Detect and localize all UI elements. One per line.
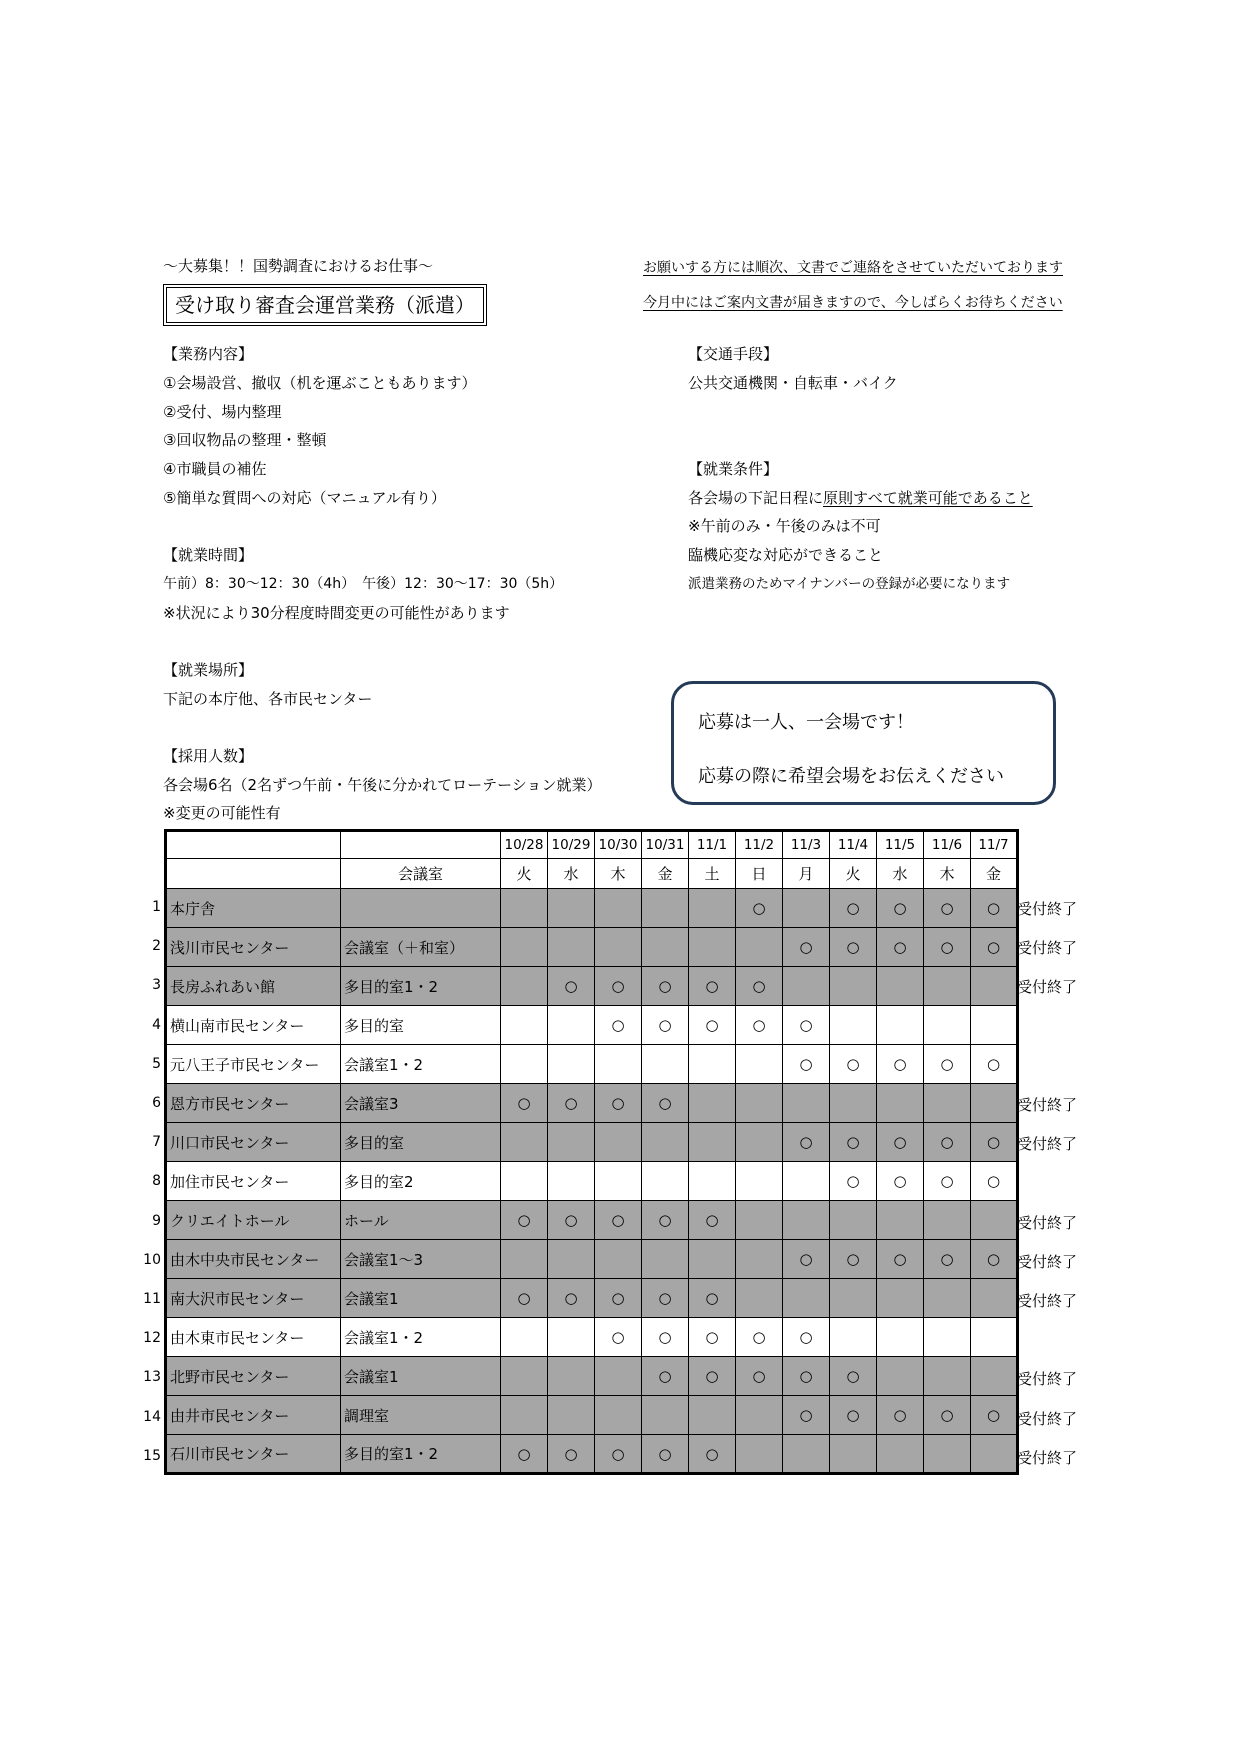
venue-row — [166, 889, 1018, 928]
venue-row — [166, 1357, 1018, 1396]
status-label: 受付終了 — [1017, 1096, 1078, 1114]
notice-line-2: 今月中にはご案内文書が届きますので、今しばらくお待ちください — [643, 295, 1063, 311]
empty-cell — [736, 1123, 783, 1162]
empty-cell — [971, 1201, 1018, 1240]
date-header: 11/7 — [971, 831, 1018, 859]
venue-row — [166, 1435, 1018, 1474]
weekday-header: 木 — [924, 859, 971, 889]
empty-cell — [924, 1318, 971, 1357]
empty-cell — [736, 1045, 783, 1084]
availability-mark: ○ — [971, 1162, 1018, 1201]
empty-cell — [501, 1318, 548, 1357]
venue-row — [166, 1123, 1018, 1162]
empty-cell — [595, 1240, 642, 1279]
duty-item: ②受付、場内整理 — [163, 403, 282, 421]
empty-cell — [924, 1006, 971, 1045]
venue-row — [166, 1084, 1018, 1123]
venue-name: 本庁舎 — [166, 889, 341, 928]
callout-line-1: 応募は一人、一会場です！ — [698, 712, 914, 733]
availability-mark: ○ — [877, 1396, 924, 1435]
venue-name: 浅川市民センター — [166, 928, 341, 967]
date-header: 11/4 — [830, 831, 877, 859]
status-label: 受付終了 — [1017, 939, 1078, 958]
conditions-line-3: 臨機応変な対応ができること — [688, 546, 884, 564]
empty-cell — [595, 1396, 642, 1435]
empty-cell — [689, 1084, 736, 1123]
duty-item: ⑤簡単な質問への対応（マニュアル有り） — [163, 489, 446, 507]
row-number: 12 — [143, 1330, 161, 1347]
empty-cell — [830, 1084, 877, 1123]
status-label: 受付終了 — [1017, 1252, 1078, 1271]
empty-cell — [548, 1045, 595, 1084]
date-header: 10/30 — [595, 831, 642, 859]
availability-mark: ○ — [736, 1006, 783, 1045]
venue-name: 長房ふれあい館 — [166, 967, 341, 1006]
empty-cell — [736, 1084, 783, 1123]
availability-mark: ○ — [595, 1201, 642, 1240]
empty-cell — [736, 1279, 783, 1318]
weekday-header: 金 — [971, 859, 1018, 889]
weekday-header: 水 — [548, 859, 595, 889]
availability-mark: ○ — [783, 1318, 830, 1357]
availability-mark: ○ — [689, 1435, 736, 1474]
status-label: 受付終了 — [1017, 1213, 1078, 1232]
empty-cell — [783, 1279, 830, 1318]
empty-cell — [877, 1357, 924, 1396]
venue-room — [341, 889, 501, 928]
empty-cell — [924, 1201, 971, 1240]
empty-cell — [501, 1240, 548, 1279]
empty-cell — [783, 1162, 830, 1201]
conditions-line-1-prefix: 各会場の下記日程に — [688, 489, 824, 507]
availability-mark: ○ — [877, 1045, 924, 1084]
availability-mark: ○ — [736, 1318, 783, 1357]
conditions-line-4: 派遣業務のためマイナンバーの登録が必要になります — [688, 576, 1011, 592]
availability-mark: ○ — [642, 1435, 689, 1474]
empty-cell — [595, 1162, 642, 1201]
availability-mark: ○ — [548, 1201, 595, 1240]
transport-line: 公共交通機関・自転車・バイク — [688, 374, 898, 392]
row-number: 1 — [152, 899, 161, 915]
application-callout — [671, 681, 1056, 805]
empty-cell — [642, 1045, 689, 1084]
empty-cell — [924, 1357, 971, 1396]
venue-row — [166, 1201, 1018, 1240]
venue-room: 会議室3 — [341, 1084, 501, 1123]
availability-mark: ○ — [783, 1123, 830, 1162]
venue-name: 石川市民センター — [166, 1435, 341, 1474]
empty-cell — [642, 928, 689, 967]
availability-mark: ○ — [971, 1396, 1018, 1435]
empty-cell — [877, 1279, 924, 1318]
availability-mark: ○ — [689, 1318, 736, 1357]
empty-cell — [548, 1006, 595, 1045]
notice-line-1: お願いする方には順次、文書でご連絡をさせていただいております — [643, 260, 1063, 276]
availability-mark: ○ — [501, 1084, 548, 1123]
status-label: 受付終了 — [1017, 1448, 1078, 1467]
blank-header-cell — [166, 831, 341, 859]
venue-name: クリエイトホール — [166, 1201, 341, 1240]
availability-mark: ○ — [642, 967, 689, 1006]
date-header: 10/28 — [501, 831, 548, 859]
status-label: 受付終了 — [1017, 978, 1078, 997]
venue-room: 会議室1～3 — [341, 1240, 501, 1279]
venue-row — [166, 1045, 1018, 1084]
empty-cell — [548, 928, 595, 967]
availability-mark: ○ — [830, 1162, 877, 1201]
empty-cell — [971, 1279, 1018, 1318]
venue-name: 横山南市民センター — [166, 1006, 341, 1045]
empty-cell — [689, 1045, 736, 1084]
empty-cell — [830, 1006, 877, 1045]
empty-cell — [736, 928, 783, 967]
availability-mark: ○ — [830, 889, 877, 928]
empty-cell — [783, 1084, 830, 1123]
availability-mark: ○ — [595, 967, 642, 1006]
venue-name: 恩方市民センター — [166, 1084, 341, 1123]
availability-mark: ○ — [924, 1045, 971, 1084]
availability-mark: ○ — [924, 1396, 971, 1435]
availability-mark: ○ — [830, 1240, 877, 1279]
row-number: 13 — [143, 1369, 161, 1386]
empty-cell — [548, 1318, 595, 1357]
empty-cell — [783, 967, 830, 1006]
hours-heading: 【就業時間】 — [163, 546, 254, 564]
headcount-line-2: ※変更の可能性有 — [163, 804, 281, 822]
venue-name: 北野市民センター — [166, 1357, 341, 1396]
availability-mark: ○ — [501, 1435, 548, 1474]
availability-mark: ○ — [501, 1279, 548, 1318]
availability-mark: ○ — [924, 928, 971, 967]
empty-cell — [736, 1240, 783, 1279]
blank-header-cell — [341, 831, 501, 859]
empty-cell — [642, 1162, 689, 1201]
venue-row — [166, 1279, 1018, 1318]
venue-name: 由木東市民センター — [166, 1318, 341, 1357]
venue-row — [166, 1240, 1018, 1279]
availability-mark: ○ — [689, 1006, 736, 1045]
availability-mark: ○ — [642, 1318, 689, 1357]
empty-cell — [689, 928, 736, 967]
row-number: 11 — [143, 1291, 161, 1307]
availability-mark: ○ — [783, 928, 830, 967]
venue-name: 由木中央市民センター — [166, 1240, 341, 1279]
empty-cell — [877, 1006, 924, 1045]
availability-mark: ○ — [877, 1162, 924, 1201]
weekday-header: 木 — [595, 859, 642, 889]
conditions-heading: 【就業条件】 — [688, 460, 779, 478]
tagline: ～大募集！！国勢調査におけるお仕事～ — [163, 257, 434, 275]
empty-cell — [689, 1123, 736, 1162]
availability-mark: ○ — [642, 1279, 689, 1318]
empty-cell — [642, 889, 689, 928]
availability-mark: ○ — [595, 1435, 642, 1474]
schedule-table — [164, 829, 1019, 1475]
availability-mark: ○ — [642, 1084, 689, 1123]
venue-name: 由井市民センター — [166, 1396, 341, 1435]
empty-cell — [877, 1318, 924, 1357]
availability-mark: ○ — [924, 889, 971, 928]
availability-mark: ○ — [595, 1318, 642, 1357]
venue-room: 多目的室 — [341, 1006, 501, 1045]
weekday-header: 月 — [783, 859, 830, 889]
empty-cell — [548, 1240, 595, 1279]
venue-name: 元八王子市民センター — [166, 1045, 341, 1084]
venue-row — [166, 928, 1018, 967]
venue-room: 会議室1・2 — [341, 1045, 501, 1084]
availability-mark: ○ — [971, 1123, 1018, 1162]
row-number: 2 — [152, 938, 161, 955]
availability-mark: ○ — [971, 928, 1018, 967]
availability-mark: ○ — [595, 1006, 642, 1045]
date-header: 11/2 — [736, 831, 783, 859]
weekday-header: 水 — [877, 859, 924, 889]
availability-mark: ○ — [689, 1201, 736, 1240]
empty-cell — [689, 1240, 736, 1279]
date-header: 11/6 — [924, 831, 971, 859]
empty-cell — [971, 1006, 1018, 1045]
availability-mark: ○ — [877, 889, 924, 928]
empty-cell — [830, 967, 877, 1006]
empty-cell — [783, 889, 830, 928]
empty-cell — [501, 1006, 548, 1045]
venue-row — [166, 1006, 1018, 1045]
empty-cell — [830, 1201, 877, 1240]
venue-row — [166, 1318, 1018, 1357]
venue-room: ホール — [341, 1201, 501, 1240]
empty-cell — [595, 928, 642, 967]
row-number: 9 — [152, 1212, 161, 1229]
empty-cell — [783, 1201, 830, 1240]
availability-mark: ○ — [736, 889, 783, 928]
availability-mark: ○ — [830, 1396, 877, 1435]
empty-cell — [689, 1396, 736, 1435]
empty-cell — [501, 1123, 548, 1162]
hours-line-1: 午前）8：30～12：30（4h） 午後）12：30～17：30（5h） — [163, 576, 564, 592]
row-number: 10 — [143, 1251, 161, 1268]
date-header: 11/3 — [783, 831, 830, 859]
availability-mark: ○ — [783, 1240, 830, 1279]
empty-cell — [971, 1318, 1018, 1357]
availability-mark: ○ — [736, 967, 783, 1006]
availability-mark: ○ — [783, 1357, 830, 1396]
venue-room: 調理室 — [341, 1396, 501, 1435]
availability-mark: ○ — [689, 1357, 736, 1396]
empty-cell — [548, 1123, 595, 1162]
empty-cell — [877, 967, 924, 1006]
weekday-header: 火 — [501, 859, 548, 889]
venue-room: 会議室1・2 — [341, 1318, 501, 1357]
row-number: 8 — [152, 1173, 161, 1190]
empty-cell — [971, 967, 1018, 1006]
status-label: 受付終了 — [1017, 900, 1078, 918]
availability-mark: ○ — [783, 1006, 830, 1045]
empty-cell — [548, 1162, 595, 1201]
row-number: 5 — [152, 1055, 161, 1072]
row-number: 3 — [152, 977, 161, 994]
empty-cell — [689, 889, 736, 928]
venue-room: 会議室1 — [341, 1357, 501, 1396]
availability-mark: ○ — [548, 1084, 595, 1123]
row-number: 7 — [152, 1134, 161, 1151]
availability-mark: ○ — [548, 1279, 595, 1318]
venue-room: 多目的室2 — [341, 1162, 501, 1201]
availability-mark: ○ — [595, 1084, 642, 1123]
hours-line-2: ※状況により30分程度時間変更の可能性があります — [163, 604, 510, 622]
empty-cell — [548, 889, 595, 928]
row-number: 15 — [143, 1447, 161, 1464]
row-number: 6 — [152, 1095, 161, 1111]
availability-mark: ○ — [971, 889, 1018, 928]
availability-mark: ○ — [830, 1357, 877, 1396]
duty-item: ①会場設営、撤収（机を運ぶこともあります） — [163, 374, 477, 392]
weekday-header-row — [166, 859, 1018, 889]
availability-mark: ○ — [924, 1240, 971, 1279]
availability-mark: ○ — [501, 1201, 548, 1240]
page-title: 受け取り審査会運営業務（派遣） — [163, 284, 487, 326]
empty-cell — [595, 1123, 642, 1162]
empty-cell — [595, 1357, 642, 1396]
location-line: 下記の本庁他、各市民センター — [163, 690, 373, 708]
empty-cell — [548, 1396, 595, 1435]
location-heading: 【就業場所】 — [163, 661, 254, 679]
availability-mark: ○ — [971, 1240, 1018, 1279]
empty-cell — [642, 1396, 689, 1435]
empty-cell — [736, 1396, 783, 1435]
empty-cell — [877, 1435, 924, 1474]
venue-room: 会議室1 — [341, 1279, 501, 1318]
availability-mark: ○ — [830, 1045, 877, 1084]
venue-room: 会議室（＋和室） — [341, 928, 501, 967]
empty-cell — [971, 1357, 1018, 1396]
availability-mark: ○ — [830, 928, 877, 967]
venue-room: 多目的室 — [341, 1123, 501, 1162]
conditions-line-2: ※午前のみ・午後のみは不可 — [688, 517, 881, 535]
conditions-line-1 — [688, 488, 1033, 508]
empty-cell — [971, 1084, 1018, 1123]
status-label: 受付終了 — [1017, 1135, 1078, 1154]
date-header: 11/5 — [877, 831, 924, 859]
empty-cell — [501, 967, 548, 1006]
empty-cell — [642, 1240, 689, 1279]
row-number: 4 — [152, 1016, 161, 1033]
empty-cell — [877, 1201, 924, 1240]
row-number: 14 — [143, 1408, 161, 1425]
date-header: 10/31 — [642, 831, 689, 859]
empty-cell — [924, 1279, 971, 1318]
empty-cell — [830, 1279, 877, 1318]
status-label: 受付終了 — [1017, 1409, 1078, 1428]
duty-item: ③回収物品の整理・整頓 — [163, 431, 327, 449]
availability-mark: ○ — [689, 967, 736, 1006]
empty-cell — [501, 1396, 548, 1435]
availability-mark: ○ — [924, 1162, 971, 1201]
availability-mark: ○ — [783, 1396, 830, 1435]
weekday-header: 金 — [642, 859, 689, 889]
availability-mark: ○ — [642, 1357, 689, 1396]
availability-mark: ○ — [830, 1123, 877, 1162]
availability-mark: ○ — [877, 928, 924, 967]
date-header: 10/29 — [548, 831, 595, 859]
availability-mark: ○ — [877, 1123, 924, 1162]
empty-cell — [501, 889, 548, 928]
callout-line-2: 応募の際に希望会場をお伝えください — [698, 766, 1004, 787]
date-header: 11/1 — [689, 831, 736, 859]
availability-mark: ○ — [971, 1045, 1018, 1084]
availability-mark: ○ — [642, 1201, 689, 1240]
empty-cell — [642, 1123, 689, 1162]
empty-cell — [924, 1084, 971, 1123]
status-label: 受付終了 — [1017, 1370, 1078, 1389]
availability-mark: ○ — [642, 1006, 689, 1045]
empty-cell — [736, 1162, 783, 1201]
venue-name: 川口市民センター — [166, 1123, 341, 1162]
empty-cell — [501, 1162, 548, 1201]
availability-mark: ○ — [783, 1045, 830, 1084]
headcount-heading: 【採用人数】 — [163, 747, 254, 765]
empty-cell — [689, 1162, 736, 1201]
date-header-row — [166, 831, 1018, 859]
weekday-header: 火 — [830, 859, 877, 889]
empty-cell — [830, 1435, 877, 1474]
blank-header-cell — [166, 859, 341, 889]
duties-heading: 【業務内容】 — [163, 345, 254, 363]
availability-mark: ○ — [689, 1279, 736, 1318]
weekday-header: 土 — [689, 859, 736, 889]
empty-cell — [971, 1435, 1018, 1474]
empty-cell — [501, 1045, 548, 1084]
status-label: 受付終了 — [1017, 1292, 1078, 1310]
empty-cell — [924, 1435, 971, 1474]
availability-mark: ○ — [736, 1357, 783, 1396]
empty-cell — [501, 928, 548, 967]
empty-cell — [548, 1357, 595, 1396]
empty-cell — [595, 1045, 642, 1084]
venue-room: 多目的室1・2 — [341, 967, 501, 1006]
venue-row — [166, 1162, 1018, 1201]
empty-cell — [830, 1318, 877, 1357]
weekday-header: 日 — [736, 859, 783, 889]
empty-cell — [736, 1435, 783, 1474]
empty-cell — [924, 967, 971, 1006]
venue-room: 多目的室1・2 — [341, 1435, 501, 1474]
venue-row — [166, 967, 1018, 1006]
availability-mark: ○ — [924, 1123, 971, 1162]
empty-cell — [736, 1201, 783, 1240]
room-column-header: 会議室 — [341, 859, 501, 889]
availability-mark: ○ — [877, 1240, 924, 1279]
availability-mark: ○ — [595, 1279, 642, 1318]
empty-cell — [501, 1357, 548, 1396]
headcount-line-1: 各会場6名（2名ずつ午前・午後に分かれてローテーション就業） — [163, 776, 602, 794]
duty-item: ④市職員の補佐 — [163, 460, 267, 478]
venue-name: 南大沢市民センター — [166, 1279, 341, 1318]
venue-row — [166, 1396, 1018, 1435]
conditions-emphasis: 原則すべて就業可能であること — [823, 489, 1033, 507]
empty-cell — [783, 1435, 830, 1474]
empty-cell — [595, 889, 642, 928]
availability-mark: ○ — [548, 1435, 595, 1474]
transport-heading: 【交通手段】 — [688, 345, 779, 363]
venue-name: 加住市民センター — [166, 1162, 341, 1201]
availability-mark: ○ — [548, 967, 595, 1006]
empty-cell — [877, 1084, 924, 1123]
